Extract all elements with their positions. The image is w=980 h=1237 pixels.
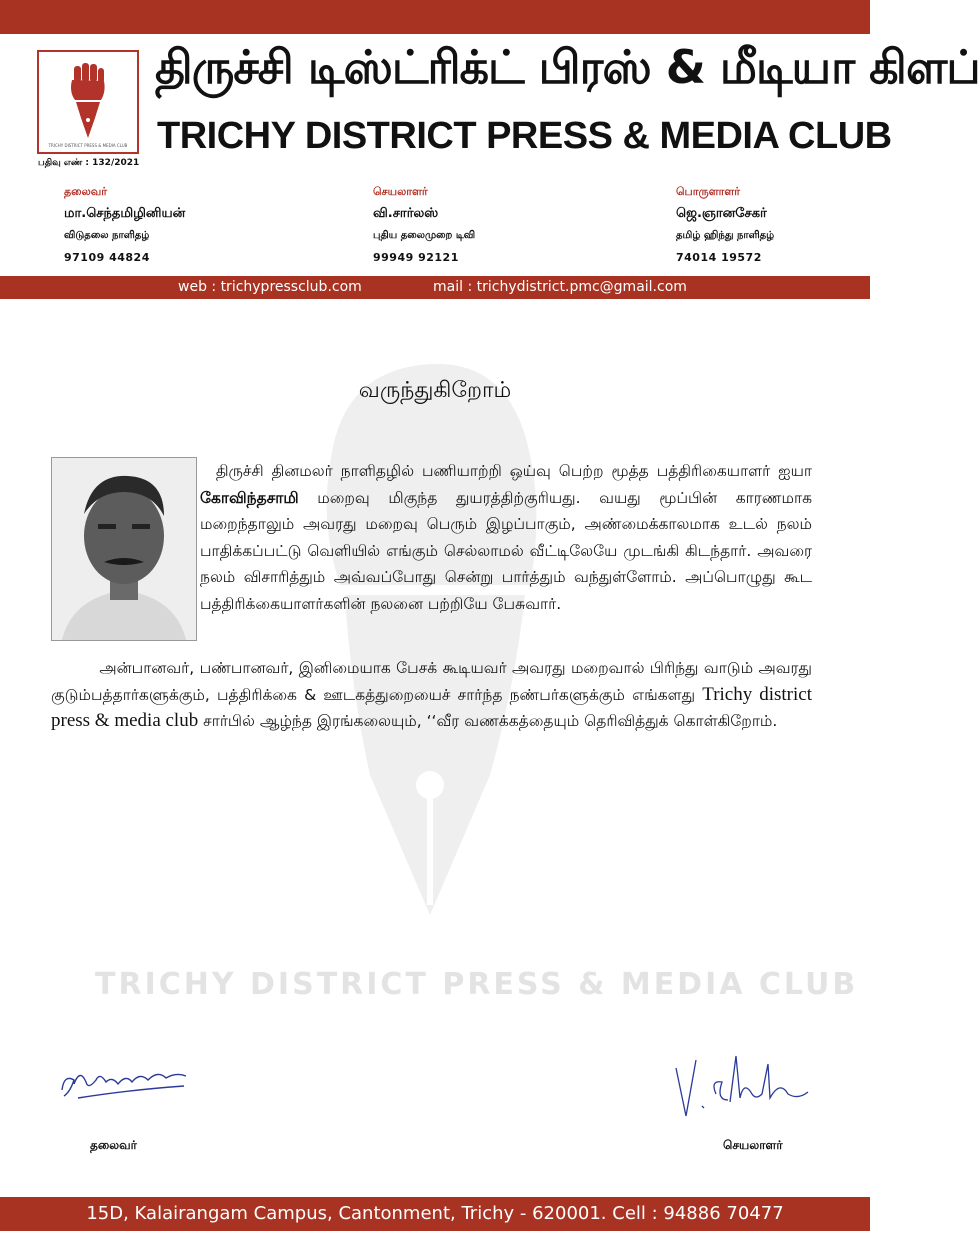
tribute-paragraph-1 [200,458,812,618]
tribute-paragraph-2 [51,655,812,735]
officer-phone: 97109 44824 [64,251,150,264]
page-title: வருந்துகிறோம் [358,378,512,403]
deceased-name: கோவிந்தசாமி [200,488,299,507]
officer-phone: 74014 19572 [676,251,762,264]
signature-label-secretary: செயலாளர் [723,1138,783,1152]
officer-treasurer [676,181,774,269]
contact-bar [0,276,870,299]
para2-text-a: அன்பானவர், பண்பானவர், இனிமையாக பேசக் கூடியவர் அவரது மறைவால் பிரிந்து வாடும் அவரது குடும்பத்தார்களுக்கும், பத்திரிக்கை & ஊடகத்துறையைச் சார்ந்த நண்பர்களுக்கும் எங்களது [51,659,812,704]
portrait-photo [51,457,197,641]
club-logo [37,50,139,154]
officer-name: வி.சார்லஸ் [373,206,439,221]
officer-role: செயலாளர் [373,185,428,198]
officer-name: ஜெ.ஞானசேகர் [676,206,767,221]
para2-text-b: சார்பில் ஆழ்ந்த இரங்கலையும், ‘‘வீர வணக்கத்தையும் தெரிவித்துக் கொள்கிறோம். [198,712,778,731]
email-link[interactable]: mail : trichydistrict.pmc@gmail.com [433,279,687,295]
officer-role: பொருளாளர் [676,185,741,198]
para1-text-a: திருச்சி தினமலர் நாளிதழில் பணியாற்றி ஒய்வு பெற்ற மூத்த பத்திரிகையாளர் ஐயா [215,462,813,480]
officer-role: தலைவர் [64,185,107,198]
officer-org: புதிய தலைமுறை டிவி [373,230,476,241]
svg-text:TRICHY DISTRICT PRESS & MEDIA: TRICHY DISTRICT PRESS & MEDIA CLUB [48,143,128,148]
officer-org: தமிழ் ஹிந்து நாளிதழ் [676,230,775,241]
footer-address-bar: 15D, Kalairangam Campus, Cantonment, Trichy - 620001. Cell : 94886 70477 [0,1197,870,1231]
officer-secretary [373,181,475,269]
officer-org: விடுதலை நாளிதழ் [64,230,150,241]
signature-label-president: தலைவர் [90,1138,137,1152]
club-title-tamil: திருச்சி டிஸ்ட்ரிக்ட் பிரஸ் & மீடியா கிளப் [155,40,980,94]
secretary-signature [672,1050,817,1126]
registration-number: பதிவு எண் : 132/2021 [38,158,140,168]
watermark-text: TRICHY DISTRICT PRESS & MEDIA CLUB [95,967,859,1002]
para1-text-b: மறைவு மிகுந்த துயரத்திற்குரியது. வயது மூப்பின் காரணமாக மறைந்தாலும் அவரது மறைவு பெரும் இழப்பாகும், அண்மைக்காலமாக உடல் நலம் பாதிக்கப்பட்டு வெளியில் எங்கும் செல்லாமல் வீட்டிலேயே முடங்கி கிடந்தார். அவரை நலம் விசாரித்தும் அவ்வப்போது சென்று பார்த்தும் வந்துள்ளோம். அப்பொழுது கூட பத்திரிக்கையாளர்களின் நலனை பற்றியே பேசுவார். [200,488,812,613]
club-name-english: Trichy district press & media club [51,683,812,732]
officer-president [64,181,185,269]
raised-fist-pen-icon [39,52,137,152]
officer-name: மா.செந்தமிழினியன் [64,206,186,221]
president-signature [58,1062,193,1106]
officer-phone: 99949 92121 [373,251,459,264]
header-top-bar [0,0,870,34]
club-title-english: TRICHY DISTRICT PRESS & MEDIA CLUB [157,115,892,157]
website-link[interactable]: web : trichypressclub.com [178,279,362,295]
